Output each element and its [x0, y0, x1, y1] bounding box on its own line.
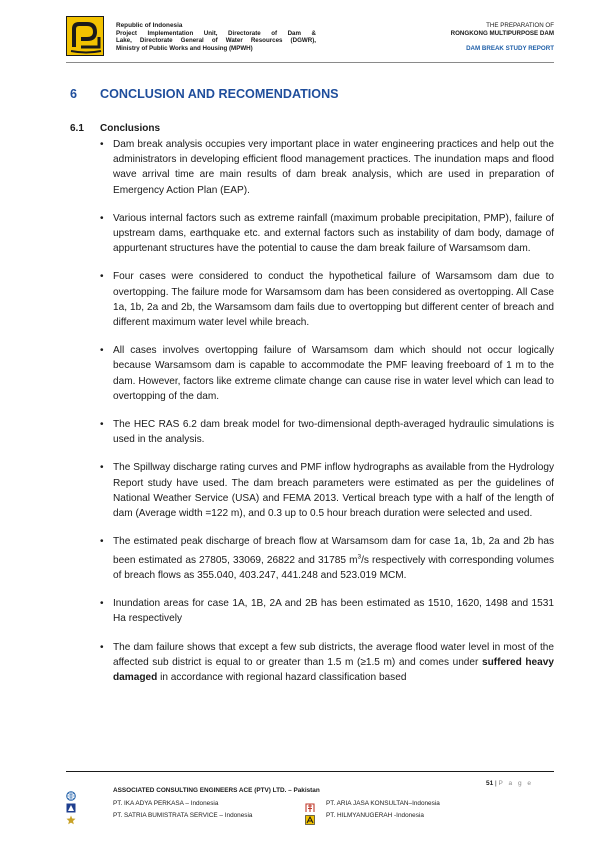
company-name: ASSOCIATED CONSULTING ENGINEERS ACE (PTV) LTD. – Pakistan [113, 787, 320, 794]
partner-2: PT. SATRIA BUMISTRATA SERVICE – Indonesia [113, 812, 253, 819]
bullet-icon: • [100, 598, 104, 610]
section-number: 6.1 [70, 123, 84, 134]
ace-globe-icon [66, 788, 76, 798]
org-line-3: Lake, Directorate General of Water Resources (DGWR), [116, 37, 316, 44]
partner-3: PT. ARIA JASA KONSULTAN–Indonesia [326, 800, 440, 807]
bullet-text: Inundation areas for case 1A, 1B, 2A and 2B has been estimated as 1510, 1620, 1498 and 1531 Ha respectively [113, 598, 554, 625]
bullet-text: Four cases were considered to conduct the hypothetical failure of Warsamsom dam due to overtopping. The failure mode for Warsamsom dam has been considered as overtopping. All Case 1a, 1b, 2a and 2b, the Warsamsom dam fails due to overtopping but different center of breach and different maximum water level while breach. [113, 271, 554, 329]
ge-symbol: ≥ [360, 656, 366, 668]
bullet-text: All cases involves overtopping failure of Warsamsom dam which should not occur logically because Warsamsom dam is capable to accommodate the PMF leaving freeboard of 1 m to the dam. However, factors like extreme climate change can cause rise in water level which can lead to overtopping of the dam. [113, 345, 554, 402]
chapter-number: 6 [70, 87, 78, 101]
ika-logo-icon [66, 800, 76, 810]
list-item [100, 137, 554, 198]
page-header [66, 16, 554, 60]
list-item [100, 269, 554, 330]
org-line-4: Ministry of Public Works and Housing (MPWH) [116, 44, 253, 52]
header-divider [66, 62, 554, 63]
prep-line-2: RONGKONG MULTIPURPOSE DAM [450, 29, 554, 37]
page-separator: | [493, 780, 499, 787]
bullet-text-part: The dam failure shows that except a few sub districts, the average flood water level in most of the affected sub district is equal to or greater than 1.5 m ( [113, 641, 554, 668]
bullet-icon: • [100, 419, 104, 431]
bullet-text-part: /s respectively with corresponding volumes of breach flows as 355.040, 403.247, 441.248 and 523.019 MCM. [113, 554, 554, 582]
bullet-text-part: 1.5 m) and comes under [365, 656, 482, 668]
page-word: P a g e [498, 780, 533, 787]
bullet-text [113, 536, 554, 581]
bullet-text: Dam break analysis occupies very important place in water engineering practices and help out the administrators in developing efficient flood management practices. The inundation maps and flood wave arrival time are main results of dam break analysis, which are used in preparation of Emergency Action Plan (EAP). [113, 139, 554, 196]
section-heading [70, 123, 160, 134]
list-item [100, 640, 554, 686]
list-item [100, 417, 554, 447]
org-line-1: Republic of Indonesia [116, 22, 183, 29]
superscript: 3 [357, 553, 362, 561]
conclusions-list [100, 137, 554, 698]
bullet-icon: • [100, 212, 104, 224]
report-title-block [451, 22, 554, 53]
chapter-heading [70, 87, 339, 101]
prep-line-1: THE PREPARATION OF [486, 22, 554, 29]
organization-block [116, 22, 316, 52]
bullet-text: Various internal factors such as extreme rainfall (maximum probable precipitation, PMP), failure of upstream dams, earthquake etc. and external factors such as instability of dam body, damage of appurtenant structures have the potential to cause the dam break failure of Warsamsom dam. [113, 212, 554, 255]
partner-4: PT. HILMYANUGERAH -Indonesia [326, 812, 424, 819]
bullet-text-part: The estimated peak discharge of breach flow at Warsamsom dam for case 1a, 1b, 2a and 2b has been estimated as 27805, 33069, 26822 and 31785 m [113, 536, 554, 566]
report-name: DAM BREAK STUDY REPORT [466, 45, 554, 52]
bullet-text [113, 642, 554, 683]
aria-logo-icon [305, 800, 315, 810]
hilmy-logo-icon [305, 812, 315, 822]
bullet-text-part: in accordance with regional hazard classification based [157, 672, 407, 684]
section-title: Conclusions [100, 123, 161, 134]
highlight-text: suffered heavy damaged [113, 656, 555, 684]
bullet-icon: • [100, 271, 104, 283]
bullet-icon: • [100, 641, 104, 653]
list-item [100, 343, 554, 404]
bullet-icon: • [100, 462, 104, 474]
list-item [100, 596, 554, 626]
list-item [100, 460, 554, 521]
footer-divider [66, 771, 554, 772]
bullet-icon: • [100, 345, 104, 357]
page-number [486, 780, 533, 787]
bullet-text: The Spillway discharge rating curves and PMF inflow hydrographs as available from the Hydrology Report study have used. The dam breach parameters were estimated as per the guidelines of National Weather Service (USA) and FEMA 2013. Vertical breach type with a half of the length of dam (Average width =122 m), and 0.3 up to 0.5 hour breach duration were selected and used. [113, 462, 554, 520]
bullet-icon: • [100, 536, 104, 548]
list-item [100, 211, 554, 257]
bullet-text: The HEC RAS 6.2 dam break model for two-dimensional depth-averaged hydraulic simulations is used in the analysis. [113, 419, 554, 446]
chapter-title: CONCLUSION AND RECOMENDATIONS [100, 87, 339, 101]
bullet-icon: • [100, 139, 104, 150]
list-item [100, 534, 554, 583]
org-line-2: Project Implementation Unit, Directorate of Dam & [116, 29, 316, 37]
page-number-value: 51 [485, 780, 494, 787]
partner-1: PT. IKA ADYA PERKASA – Indonesia [113, 800, 219, 807]
ministry-logo-icon [66, 16, 104, 56]
satria-logo-icon [66, 812, 76, 822]
